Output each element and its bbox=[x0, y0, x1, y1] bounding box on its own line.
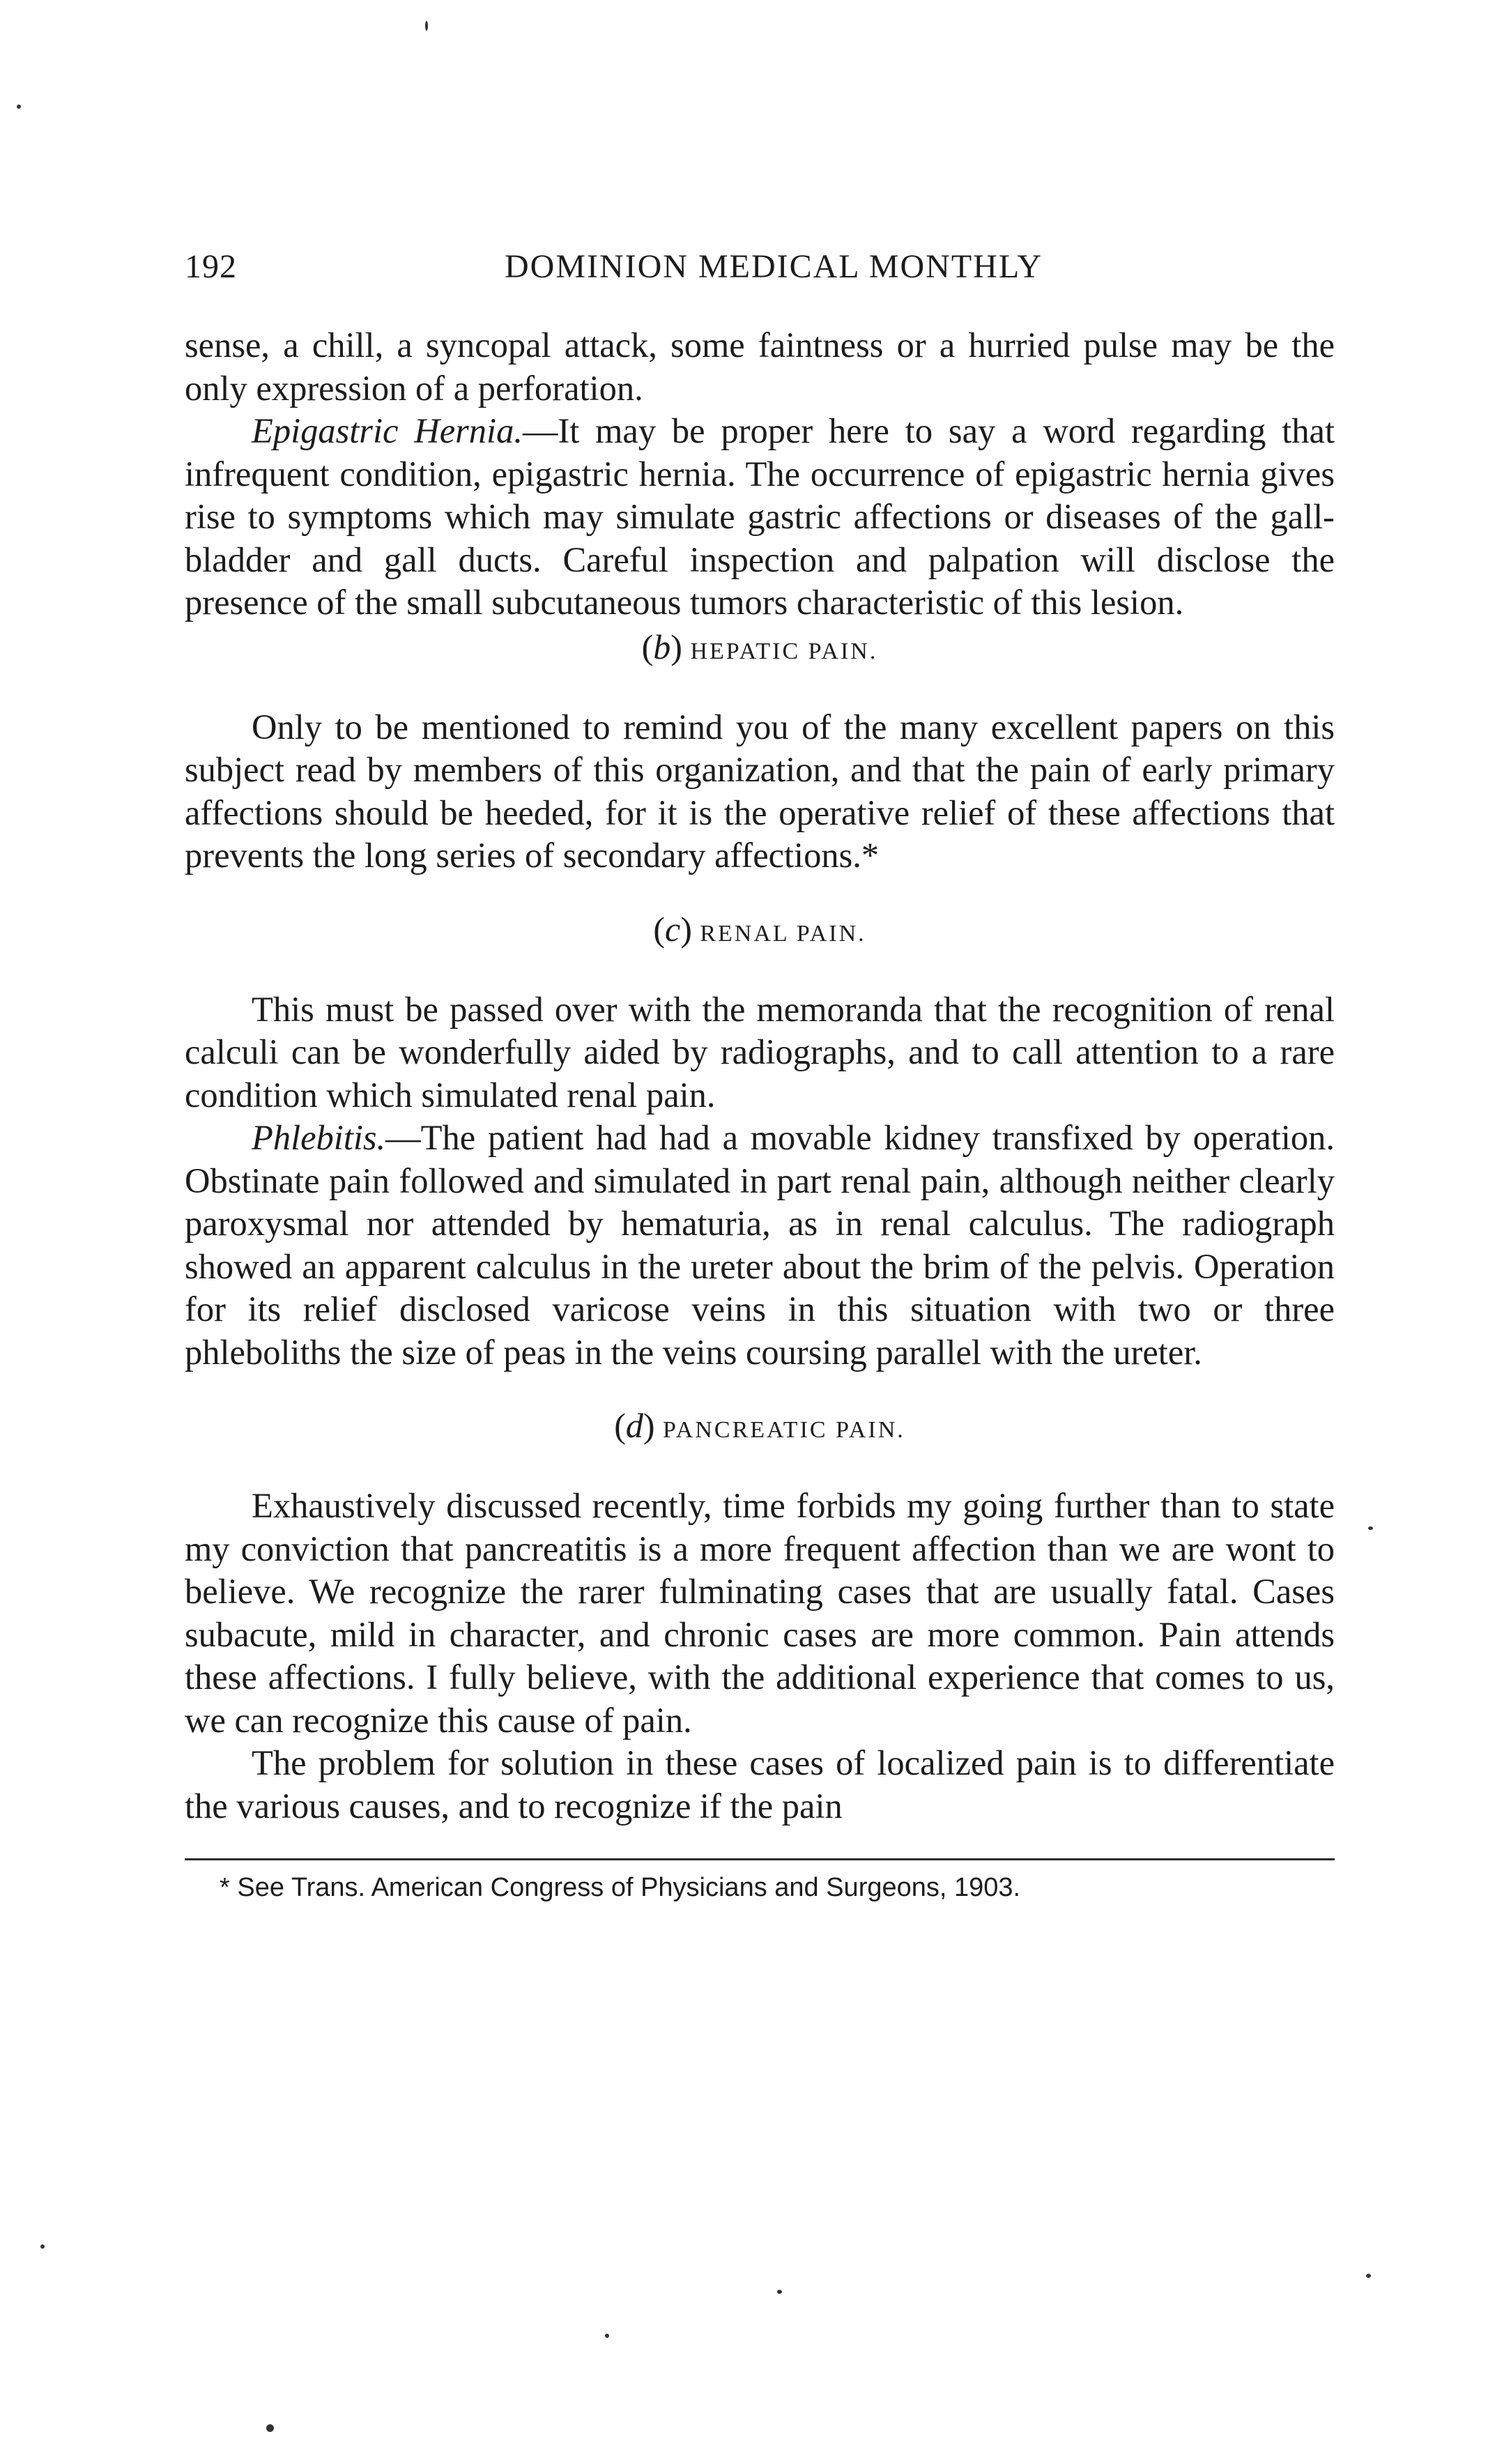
paragraph-phlebitis-text: —The patient had had a movable kidney transfixed by operation. Obstinate pain followed and simulated in part renal pain, although neither clearly paroxysmal nor attended by hematuria, as in renal calculus. The radiograph showed an apparent calculus in the ureter about the brim of the pelvis. Operation for its relief disclosed varicose veins in this situation with two or three phleboliths the size of peas in the veins coursing parallel with the ureter. bbox=[185, 1118, 1335, 1372]
paragraph-phlebitis bbox=[185, 1117, 1335, 1374]
footnote: * See Trans. American Congress of Physicians and Surgeons, 1903. bbox=[220, 1873, 1021, 1902]
paragraph-perforation: sense, a chill, a syncopal attack, some faintness or a hurried pulse may be the only expression of a perforation. bbox=[185, 326, 1335, 408]
scan-speck bbox=[605, 2334, 609, 2338]
paragraph-localized-pain: The problem for solution in these cases of localized pain is to differentiate the various causes, and to recognize if the pain bbox=[185, 1743, 1335, 1826]
scan-speck bbox=[777, 2290, 782, 2294]
section-heading-hepatic-pain bbox=[185, 626, 1335, 673]
footnote-rule bbox=[185, 1858, 1335, 1860]
journal-title: DOMINION MEDICAL MONTHLY bbox=[504, 248, 1043, 285]
book-page bbox=[185, 247, 1335, 1905]
scan-speck bbox=[425, 21, 428, 31]
paragraph-hepatic-pain: Only to be mentioned to remind you of the many excellent papers on this subject read by members of this organization, and that the pain of early primary affections should be heeded, for it is the operative relief of these affections that prevents the long series of secondary affections.* bbox=[185, 707, 1335, 875]
section-marker: (b) bbox=[641, 627, 682, 666]
scan-speck bbox=[40, 2244, 45, 2249]
run-in-heading-epigastric-hernia: Epigastric Hernia. bbox=[252, 411, 523, 450]
section-heading-pancreatic-pain bbox=[185, 1405, 1335, 1451]
scan-speck bbox=[17, 105, 21, 109]
paragraph-epigastric-hernia bbox=[185, 410, 1335, 625]
run-in-heading-phlebitis: Phlebitis. bbox=[252, 1118, 386, 1157]
running-head bbox=[185, 247, 1335, 303]
section-heading-renal-pain bbox=[185, 908, 1335, 955]
section-title: HEPATIC PAIN. bbox=[690, 638, 878, 664]
scan-speck bbox=[266, 2424, 274, 2432]
section-marker: (d) bbox=[614, 1406, 655, 1445]
page-number: 192 bbox=[185, 248, 237, 285]
paragraph-renal-pain: This must be passed over with the memoranda that the recognition of renal calculi can be wonderfully aided by radiographs, and to call attention to a rare condition which simulated renal pain. bbox=[185, 989, 1335, 1115]
section-marker: (c) bbox=[653, 909, 692, 949]
scan-speck bbox=[1368, 1526, 1373, 1530]
section-title: PANCREATIC PAIN. bbox=[663, 1417, 905, 1443]
paragraph-epigastric-hernia-text: —It may be proper here to say a word regarding that infrequent condition, epigastric hernia. The occurrence of epigastric hernia gives rise to symptoms which may simulate gastric affections or diseases of the gall-bladder and gall ducts. Careful inspection and palpation will disclose the presence of the small subcutaneous tumors characteristic of this lesion. bbox=[185, 411, 1335, 622]
section-title: RENAL PAIN. bbox=[700, 920, 866, 947]
scan-speck bbox=[1366, 2274, 1371, 2278]
paragraph-pancreatic-pain: Exhaustively discussed recently, time forbids my going further than to state my conviction that pancreatitis is a more frequent affection than we are wont to believe. We recognize the rarer fulminating cases that are usually fatal. Cases subacute, mild in character, and chronic cases are more common. Pain attends these affections. I fully believe, with the additional experience that comes to us, we can recognize this cause of pain. bbox=[185, 1486, 1335, 1740]
